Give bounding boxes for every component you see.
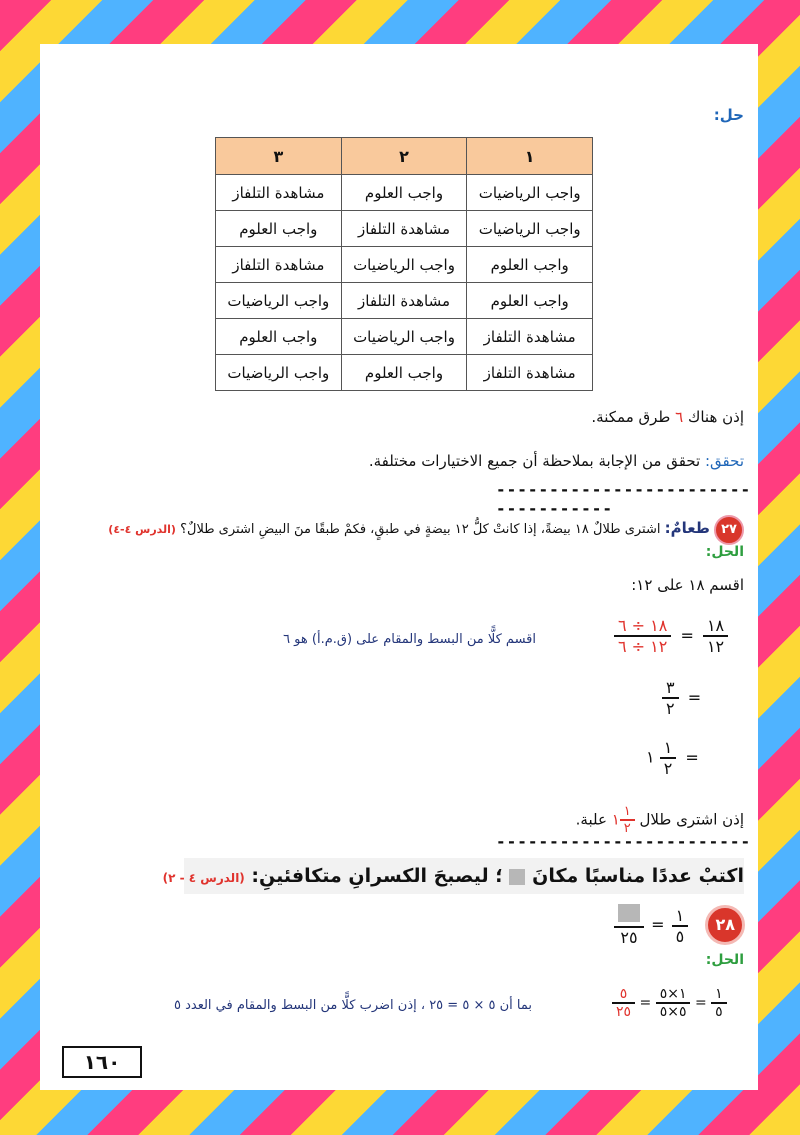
conclusion-text: علبة.: [575, 810, 607, 829]
fraction-part: [660, 738, 677, 778]
equals-sign: =: [694, 995, 707, 1011]
denominator: ٢٥: [620, 928, 638, 947]
numerator: ٣: [662, 678, 679, 699]
ways-count: ٦: [675, 408, 684, 426]
table-cell: مشاهدة التلفاز: [216, 175, 342, 211]
table-header-cell: ٣: [216, 138, 342, 175]
question-27: [44, 515, 744, 545]
denominator: ٢٥: [616, 1004, 632, 1020]
table-cell: مشاهدة التلفاز: [341, 283, 467, 319]
section-title-text: اكتبْ عددًا مناسبًا مكانَ: [532, 865, 744, 887]
solution-label: حل:: [713, 106, 744, 124]
section-title-text: ؛ ليصبحَ الكسرانِ متكافئينِ:: [251, 865, 503, 887]
fraction-equation: [614, 616, 728, 656]
table-cell: مشاهدة التلفاز: [467, 355, 593, 391]
given-fraction: [672, 906, 689, 946]
conclusion-text: إذن اشترى طلال: [639, 810, 744, 829]
check-text: تحقق من الإجابة بملاحظة أن جميع الاختيارات مختلفة.: [368, 452, 701, 470]
numerator: ١: [660, 738, 677, 759]
table-cell: واجب العلوم: [216, 319, 342, 355]
table-header-row: [216, 138, 593, 175]
table-row: [216, 247, 593, 283]
fraction-divided: [614, 616, 671, 656]
mixed-number-equation: [646, 738, 699, 778]
question-number-badge: ٢٨: [705, 905, 745, 945]
table-row: [216, 319, 593, 355]
question-28: [614, 904, 745, 947]
table-cell: واجب الرياضيات: [467, 175, 593, 211]
denominator: ١٢: [706, 637, 725, 656]
page: [40, 44, 758, 1090]
product-fraction: [656, 986, 691, 1020]
table-header-cell: ٢: [341, 138, 467, 175]
numerator: ٥: [612, 986, 635, 1004]
separator: ------------------------: [496, 832, 752, 851]
table-cell: مشاهدة التلفاز: [216, 247, 342, 283]
table-cell: واجب العلوم: [216, 211, 342, 247]
numerator: ١×٥: [656, 986, 691, 1004]
numerator: ١: [620, 804, 635, 821]
numerator: ١٨ ÷ ٦: [614, 616, 671, 637]
table-cell: واجب العلوم: [341, 175, 467, 211]
solution-label: الحل:: [705, 544, 744, 560]
denominator: ٥: [715, 1004, 723, 1020]
denominator: ٢: [666, 699, 675, 718]
gcf-note: اقسم كلًّا من البسط والمقام على (ق.م.أ) هو ٦: [283, 632, 536, 647]
conclusion-ways: [591, 408, 744, 426]
whole-part: ١: [611, 810, 620, 829]
table-cell: واجب العلوم: [467, 247, 593, 283]
table-cell: واجب العلوم: [341, 355, 467, 391]
check-line: [369, 452, 744, 470]
placeholder-box-icon: [509, 869, 525, 885]
lesson-reference: (الدرس ٤-٤): [108, 523, 176, 536]
denominator: ١٢ ÷ ٦: [618, 637, 668, 656]
table-cell: مشاهدة التلفاز: [341, 211, 467, 247]
equivalent-fraction-equation: [612, 986, 727, 1020]
equals-sign: =: [651, 915, 665, 934]
given-fraction: [711, 986, 727, 1020]
equals-sign: =: [680, 625, 694, 645]
table-row: [216, 283, 593, 319]
numerator-placeholder: [614, 904, 644, 928]
table-cell: واجب الرياضيات: [216, 355, 342, 391]
multiply-note: بما أن ٥ × ٥ = ٢٥ ، إذن اضرب كلًّا من البسط والمقام في العدد ٥: [173, 998, 532, 1013]
denominator: ٢: [663, 759, 673, 778]
denominator: ٢: [623, 821, 631, 836]
equals-sign: =: [685, 747, 699, 767]
numerator: ١٨: [703, 616, 728, 637]
question-number-badge: ٢٧: [714, 515, 744, 545]
question-text: اشترى طلالٌ ١٨ بيضةً، إذا كانتْ كلُّ ١٢ بيضةٍ في طبقٍ، فكمْ طبقًا منَ البيضِ اشترى طلالٌ؟: [180, 522, 661, 537]
table-row: [216, 355, 593, 391]
whole-part: ١: [646, 747, 655, 767]
table-cell: واجب العلوم: [467, 283, 593, 319]
denominator: ٥: [675, 926, 685, 946]
placeholder-box-icon: [618, 904, 640, 922]
table-header-cell: ١: [467, 138, 593, 175]
table-cell: مشاهدة التلفاز: [467, 319, 593, 355]
lesson-reference: (الدرس ٤ - ٢): [162, 871, 245, 885]
schedule-table: [215, 137, 593, 391]
separator: -----------------------------------: [496, 480, 752, 518]
result-fraction: [612, 986, 635, 1020]
step-divide: اقسم ١٨ على ١٢:: [631, 576, 744, 594]
table-row: [216, 211, 593, 247]
solution-label: الحل:: [705, 952, 744, 968]
section-title: [162, 858, 744, 894]
table-cell: واجب الرياضيات: [467, 211, 593, 247]
simplified-fraction: [662, 678, 701, 718]
table-cell: واجب الرياضيات: [341, 247, 467, 283]
equals-sign: =: [639, 995, 652, 1011]
conclusion-text: إذن هناك: [687, 408, 744, 426]
table-row: [216, 175, 593, 211]
fraction-original: [703, 616, 728, 656]
check-label: تحقق:: [704, 452, 744, 470]
unknown-fraction: [614, 904, 644, 947]
fraction-three-halves: [662, 678, 679, 718]
table-cell: واجب الرياضيات: [341, 319, 467, 355]
denominator: ٥×٥: [659, 1004, 687, 1020]
equals-sign: =: [687, 687, 702, 707]
table-cell: واجب الرياضيات: [216, 283, 342, 319]
page-number: ١٦٠: [62, 1046, 142, 1078]
question-topic: طعامٌ:: [664, 519, 710, 537]
conclusion-text: طرق ممكنة.: [591, 408, 671, 426]
numerator: ١: [672, 906, 689, 927]
numerator: ١: [711, 986, 727, 1004]
